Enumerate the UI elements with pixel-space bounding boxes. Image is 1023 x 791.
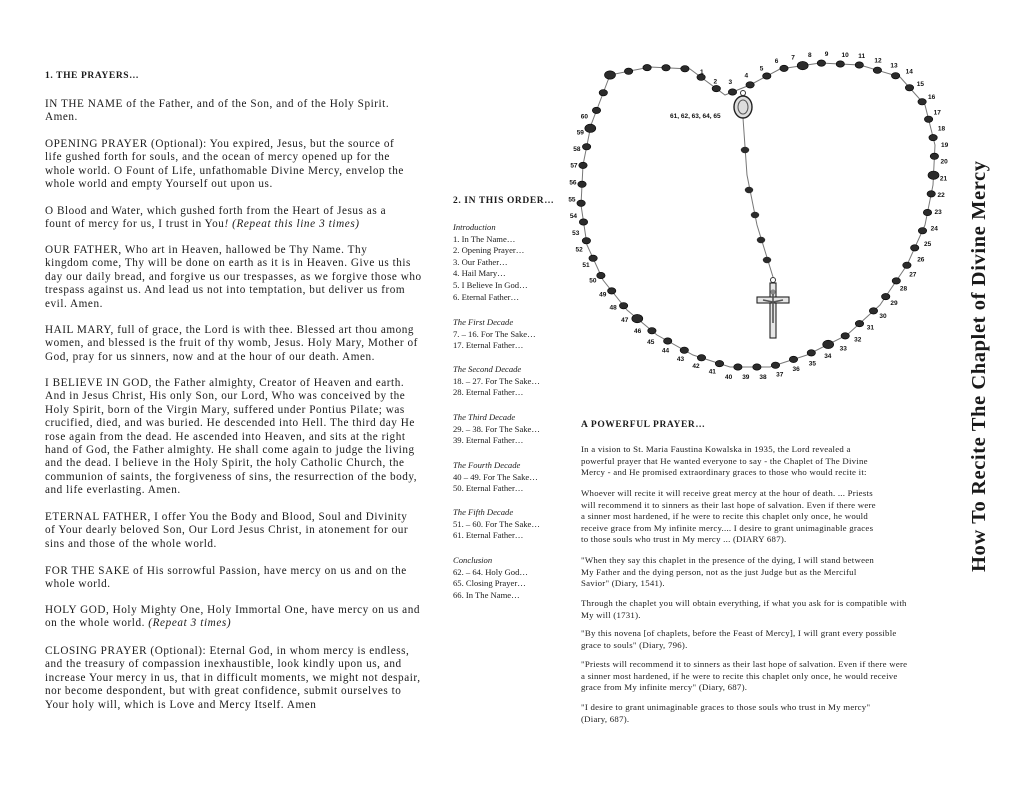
rosary-bead	[911, 245, 919, 251]
bead-number-label: 11	[858, 53, 866, 61]
bead-number-label: 27	[909, 271, 917, 279]
rosary-bead	[757, 237, 765, 243]
bead-number-label: 48	[609, 304, 617, 312]
rosary-bead	[597, 272, 605, 278]
rosary-bead	[836, 61, 844, 67]
bead-number-label: 42	[692, 363, 700, 371]
rosary-bead	[823, 340, 834, 348]
rosary-bead	[608, 288, 616, 294]
rosary-bead	[578, 181, 586, 187]
bead-number-label: 17	[933, 109, 941, 117]
rosary-bead	[681, 66, 689, 72]
bead-number-label: 26	[917, 256, 925, 264]
prayers-heading: 1. THE PRAYERS…	[45, 71, 140, 81]
rosary-bead	[918, 228, 926, 234]
prayer-opening: OPENING PRAYER (Optional): You expired, Jesus, but the source of life gushed forth for souls, and the ocean of mercy opened up for the whole world. O Fount of Life, unfathomable Divine Mercy, envelop the whole world and empty Yourself out upon us.	[45, 138, 404, 191]
order-fourth-decade: The Fourth Decade 40 – 49. For The Sake… 50. Eternal Father…	[453, 460, 538, 494]
rosary-bead	[741, 147, 749, 153]
rosary-bead	[751, 212, 759, 218]
bead-number-label: 30	[879, 313, 887, 321]
rosary-bead	[807, 350, 815, 356]
bead-number-label: 25	[924, 240, 932, 248]
rosary-bead	[577, 200, 585, 206]
order-second-decade: The Second Decade 18. – 27. For The Sake… 28. Eternal Father…	[453, 364, 540, 398]
rosary-bead	[680, 347, 688, 353]
powerful-prayer-heading: A POWERFUL PRAYER…	[581, 420, 706, 430]
rosary-bead	[697, 355, 705, 361]
order-first-decade: The First Decade 7. – 16. For The Sake… 17. Eternal Father…	[453, 317, 536, 351]
promise-quote: Whoever will recite it will receive great mercy at the hour of death. ... Priests will recommend it to sinners as their last hope of salvation. Even if there were a sinner most hardened, if he were to recite this chaplet only once, he would receive grace from My infinite mercy.... I desire to grant unimaginable graces to those souls who trust in My mercy ... (DIARY 687).	[581, 488, 876, 545]
rosary-bead	[664, 338, 672, 344]
promise-quote: Through the chaplet you will obtain everything, if what you ask for is compatible with My will (1731).	[581, 598, 907, 620]
bead-number-label: 44	[661, 347, 670, 355]
bead-number-label: 4	[744, 72, 749, 80]
rosary-bead	[891, 73, 899, 79]
bead-number-label: 29	[890, 300, 898, 307]
rosary-bead	[869, 308, 877, 314]
rosary-bead	[712, 85, 720, 91]
bead-number-label: 22	[937, 192, 945, 200]
prayer-closing: CLOSING PRAYER (Optional): Eternal God, in whom mercy is endless, and the treasury of compassion inexhaustible, look kindly upon us, and increase Your mercy in us, that in difficult moments, we might not despair, nor become despondent, but with great confidence, submit ourselves to Your holy will, which is Love and Mercy Itself. Amen	[45, 645, 421, 711]
bead-number-label: 36	[792, 366, 800, 374]
bead-number-label: 47	[621, 317, 629, 325]
rosary-bead	[745, 187, 753, 193]
rosary-bead	[841, 333, 849, 339]
bead-number-label: 45	[647, 339, 655, 347]
bead-number-label: 7	[791, 54, 795, 62]
bead-number-label: 54	[569, 213, 578, 221]
bead-number-label: 6	[774, 57, 779, 65]
crucifix-icon	[757, 278, 789, 339]
bead-number-label: 10	[841, 52, 849, 59]
rosary-bead	[928, 171, 939, 179]
bead-number-label: 43	[676, 356, 685, 364]
bead-number-label: 52	[575, 246, 583, 254]
rosary-bead	[582, 238, 590, 244]
bead-number-label: 33	[839, 345, 847, 353]
bead-number-label: 31	[866, 324, 875, 332]
bead-number-label: 39	[742, 374, 750, 381]
bead-number-label: 5	[759, 65, 764, 73]
prayer-our-father: OUR FATHER, Who art in Heaven, hallowed be Thy Name. Thy kingdom come, Thy will be done on earth as it is in Heaven. Give us this day our daily bread, and forgive us our trespasses, as we forgive those who trespass against us. And lead us not into temptation, but deliver us from evil. Amen.	[45, 244, 422, 310]
bead-number-label: 46	[634, 328, 642, 336]
prayer-for-the-sake: FOR THE SAKE of His sorrowful Passion, have mercy on us and on the whole world.	[45, 565, 407, 591]
bead-number-label: 37	[776, 371, 784, 379]
order-third-decade: The Third Decade 29. – 38. For The Sake… 39. Eternal Father…	[453, 412, 540, 446]
bead-number-label: 28	[899, 285, 908, 293]
rosary-bead	[585, 124, 596, 132]
rosary-bead	[715, 360, 723, 366]
powerful-intro: In a vision to St. Maria Faustina Kowalska in 1935, the Lord revealed a powerful prayer that He wanted everyone to say - the Chaplet of The Divine Mercy - and He promised extraordinary graces to those who would recite it:	[581, 444, 868, 478]
bead-number-label: 55	[568, 196, 576, 204]
bead-number-label: 35	[808, 360, 817, 368]
bead-number-label: 21	[939, 175, 948, 183]
rosary-bead	[582, 144, 590, 150]
order-fifth-decade: The Fifth Decade 51. – 60. For The Sake… 61. Eternal Father…	[453, 507, 540, 541]
bead-number-label: 58	[573, 146, 581, 154]
bead-number-label: 9	[824, 50, 829, 58]
rosary-bead	[734, 364, 742, 370]
rosary-bead	[746, 82, 754, 88]
rosary-bead	[927, 191, 935, 197]
rosary-bead	[797, 61, 808, 69]
rosary-bead	[624, 68, 632, 74]
rosary-bead	[929, 134, 937, 140]
rosary-bead	[592, 107, 600, 113]
rosary-bead	[817, 60, 825, 66]
rosary-bead	[763, 73, 771, 79]
bead-number-label: 14	[905, 68, 913, 76]
rosary-bead	[579, 219, 587, 225]
bead-number-label: 38	[759, 374, 767, 381]
bead-number-label: 57	[570, 162, 578, 170]
rosary-bead	[905, 85, 913, 91]
rosary-bead	[619, 303, 627, 309]
rosary-bead	[903, 262, 911, 268]
rosary-bead	[753, 364, 761, 370]
rosary-bead	[643, 64, 651, 70]
bead-number-label: 49	[599, 291, 607, 299]
page-side-title: How To Recite The Chaplet of Divine Mercy	[968, 160, 990, 572]
rosary-bead	[662, 65, 670, 71]
chaplet-rosary-illustration	[568, 50, 950, 395]
bead-number-label: 12	[874, 57, 882, 65]
bead-number-label: 8	[808, 52, 812, 60]
prayer-sign-of-cross: IN THE NAME of the Father, and of the Son, and of the Holy Spirit. Amen.	[45, 98, 390, 124]
bead-number-label: 15	[916, 81, 925, 89]
rosary-bead	[599, 90, 607, 96]
medal-bead-label: 61, 62, 63, 64, 65	[670, 113, 721, 120]
promise-quote: "When they say this chaplet in the presence of the dying, I will stand between My Father and the dying person, not as the just Judge but as the Merciful Savior" (Diary, 1541).	[581, 555, 875, 589]
rosary-bead	[855, 62, 863, 68]
rosary-bead	[780, 65, 788, 71]
bead-number-label: 60	[580, 113, 589, 121]
bead-number-label: 53	[572, 230, 580, 237]
rosary-bead	[924, 116, 932, 122]
bead-number-label: 32	[854, 336, 862, 344]
rosary-bead	[648, 328, 656, 334]
bead-number-label: 19	[941, 142, 949, 149]
rosary-bead	[882, 293, 890, 299]
rosary-bead	[728, 89, 736, 95]
bead-number-label: 20	[940, 158, 948, 166]
rosary-bead	[771, 362, 779, 368]
order-heading: 2. IN THIS ORDER…	[453, 196, 555, 206]
rosary-bead	[579, 162, 587, 168]
bead-number-label: 40	[725, 373, 733, 381]
promise-quote: "By this novena [of chaplets, before the Feast of Mercy], I will grant every possible grace to souls" (Diary, 796).	[581, 628, 897, 650]
rosary-bead	[892, 278, 900, 284]
rosary-bead	[789, 356, 797, 362]
bead-number-label: 56	[569, 179, 577, 187]
bead-number-label: 1	[700, 68, 704, 76]
rosary-bead	[923, 209, 931, 215]
order-conclusion: Conclusion 62. – 64. Holy God… 65. Closing Prayer… 66. In The Name…	[453, 555, 528, 600]
bead-number-label: 3	[728, 78, 733, 86]
bead-number-label: 59	[576, 129, 584, 137]
rosary-bead	[763, 257, 771, 263]
promise-quote: "I desire to grant unimaginable graces to those souls who trust in My mercy" (Diary, 687).	[581, 702, 871, 724]
bead-number-label: 2	[713, 78, 718, 86]
rosary-bead	[632, 314, 643, 322]
rosary-bead	[918, 99, 926, 105]
prayer-eternal-father: ETERNAL FATHER, I offer You the Body and Blood, Soul and Divinity of Your dearly beloved Son, Our Lord Jesus Christ, in atonement for our sins and those of the whole world.	[45, 511, 409, 550]
bead-number-label: 34	[824, 353, 832, 361]
bead-number-label: 13	[890, 62, 898, 70]
bead-number-label: 24	[930, 225, 938, 233]
center-medal-icon	[734, 91, 752, 119]
bead-number-label: 16	[928, 93, 936, 101]
prayer-hail-mary: HAIL MARY, full of grace, the Lord is with thee. Blessed art thou among women, and blessed is the fruit of thy womb, Jesus. Holy Mary, Mother of God, pray for us sinners, now and at the hour of our death. Amen.	[45, 324, 418, 363]
bead-number-label: 41	[708, 368, 716, 376]
promise-quote: "Priests will recommend it to sinners as their last hope of salvation. Even if there were a sinner most hardened, if he were to recite this chaplet only once, he would receive grace from My infinite mercy" (Diary, 687).	[581, 659, 908, 693]
rosary-bead	[873, 67, 881, 73]
prayer-creed: I BELIEVE IN GOD, the Father almighty, Creator of Heaven and earth. And in Jesus Christ, His only Son, our Lord, Who was conceived by the Holy Spirit, born of the Virgin Mary, suffered under Pontius Pilate; was crucified, died, and was buried. He descended into Hell. The third day He rose again from the dead. He ascended into Heaven, and sits at the right hand of God, the Father almighty. He shall come again to judge the living and the dead. I believe in the Holy Spirit, the holy Catholic Church, the communion of saints, the forgiveness of sins, the resurrection of the body, and life everlasting. Amen.	[45, 377, 418, 497]
order-introduction: Introduction 1. In The Name… 2. Opening Prayer… 3. Our Father… 4. Hail Mary… 5. I Believe In God… 6. Eternal Father…	[453, 222, 528, 302]
rosary-bead	[930, 153, 938, 159]
rosary-bead	[605, 71, 616, 79]
bead-number-label: 51	[582, 262, 590, 269]
bead-number-label: 50	[589, 277, 597, 285]
bead-number-label: 23	[934, 208, 942, 216]
prayer-holy-god: HOLY GOD, Holy Mighty One, Holy Immortal One, have mercy on us and on the whole world. (Repeat 3 times)	[45, 604, 420, 630]
prayer-blood-and-water: O Blood and Water, which gushed forth from the Heart of Jesus as a fount of mercy for us, I trust in You! (Repeat this line 3 times)	[45, 205, 387, 231]
rosary-bead	[855, 320, 863, 326]
rosary-bead	[589, 255, 597, 261]
bead-number-label: 18	[937, 125, 946, 133]
